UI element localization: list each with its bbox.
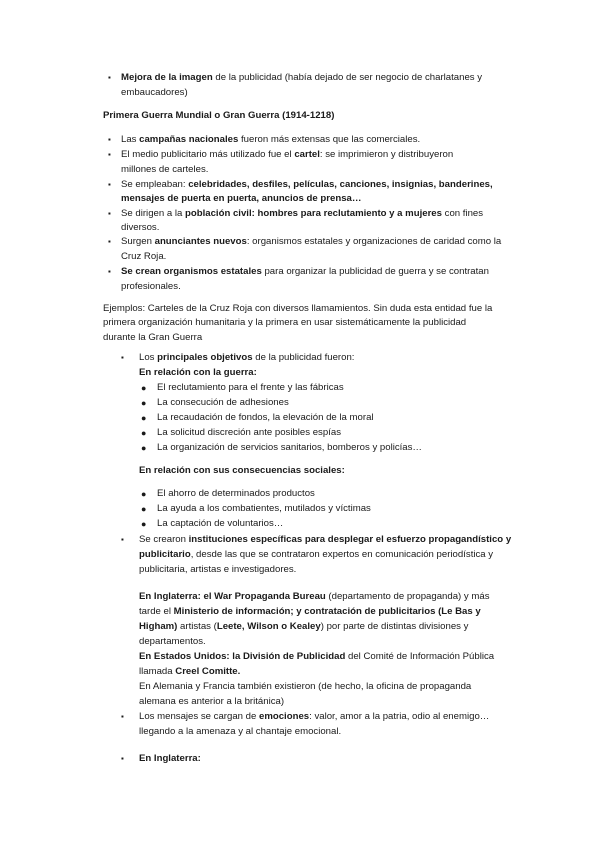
text-line [139, 635, 206, 649]
text-run: La consecución de adhesiones [157, 397, 289, 408]
text-run: Se crearon [139, 534, 189, 545]
text-run: del Comité de Información Pública [345, 651, 495, 662]
text-run: Se dirigen a la [121, 208, 185, 219]
square-bullet: ▪ [121, 712, 124, 721]
text-line [121, 250, 166, 264]
text-run: de la publicidad fueron: [252, 352, 355, 363]
bold-run: principales objetivos [157, 352, 253, 363]
text-line [139, 680, 471, 694]
bold-run: campañas nacionales [139, 134, 239, 145]
text-line [121, 163, 208, 177]
list-item [157, 396, 289, 410]
bold-run: Primera Guerra Mundial o Gran Guerra (1914-1218) [103, 110, 335, 121]
round-bullet: ● [141, 383, 147, 393]
square-bullet: ▪ [108, 209, 111, 218]
text-run: alemana es anterior a la británica) [139, 696, 285, 707]
text-line [139, 590, 490, 604]
text-run: millones de carteles. [121, 164, 209, 175]
text-line [121, 192, 361, 206]
text-run: diversos. [121, 222, 160, 233]
square-bullet: ▪ [121, 535, 124, 544]
round-bullet: ● [141, 443, 147, 453]
text-run: Cruz Roja. [121, 251, 167, 262]
text-run: tarde el [139, 606, 174, 617]
round-bullet: ● [141, 489, 147, 499]
bold-run: anunciantes nuevos [154, 236, 247, 247]
text-line [121, 265, 489, 279]
text-run: : valor, amor a la patria, odio al enemigo… [309, 711, 490, 722]
text-run: El ahorro de determinados productos [157, 488, 315, 499]
text-run: Los [139, 352, 158, 363]
text-line [121, 133, 420, 147]
text-run: con fines [441, 208, 484, 219]
text-line [121, 178, 493, 192]
list-item [157, 441, 422, 455]
text-run: La organización de servicios sanitarios, bomberos y policías… [157, 442, 423, 453]
text-line [139, 695, 284, 709]
text-run: : organismos estatales y organizaciones de caridad como la [246, 236, 502, 247]
text-run: Se empleaban: [121, 179, 189, 190]
text-run: El reclutamiento para el frente y las fábricas [157, 382, 344, 393]
text-line [121, 221, 159, 235]
bold-run: Se crean organismos estatales [121, 266, 262, 277]
square-bullet: ▪ [108, 237, 111, 246]
bold-run: Creel Comitte. [175, 666, 241, 677]
square-bullet: ▪ [108, 267, 111, 276]
text-run: llamada [139, 666, 176, 677]
bold-run: En relación con sus consecuencias sociales: [139, 465, 345, 476]
paragraph-line [103, 331, 202, 345]
round-bullet: ● [141, 398, 147, 408]
list-item [157, 502, 371, 516]
text-run: La solicitud discreción ante posibles espías [157, 427, 341, 438]
text-run: Ejemplos: Carteles de la Cruz Roja con diversos llamamientos. Sin duda esta entidad fue la [103, 303, 493, 314]
text-run: publicitaria, artistas e investigadores. [139, 564, 297, 575]
text-run: para organizar la publicidad de guerra y se contratan [261, 266, 489, 277]
bold-run: En Inglaterra: [139, 753, 201, 764]
subheading [139, 464, 345, 478]
text-run: de la publicidad (había dejado de ser negocio de charlatanes y [212, 72, 483, 83]
text-line [139, 665, 240, 679]
text-run: llegando a la amenaza y al chantaje emocional. [139, 726, 342, 737]
text-run: Las [121, 134, 140, 145]
bold-run: emociones [259, 711, 310, 722]
section-heading [103, 109, 334, 123]
text-run: primera organización humanitaria y la primera en usar sistemáticamente la publicidad [103, 317, 467, 328]
bold-run: celebridades, desfiles, películas, canciones, insignias, banderines, [188, 179, 493, 190]
text-line [139, 533, 511, 547]
bold-run: instituciones específicas para desplegar el esfuerzo propagandístico y [188, 534, 512, 545]
paragraph-line [103, 302, 492, 316]
text-line [121, 86, 188, 100]
text-line [121, 235, 501, 249]
text-run: El medio publicitario más utilizado fue el [121, 149, 295, 160]
text-run: En Alemania y Francia también existieron (de hecho, la oficina de propaganda [139, 681, 472, 692]
text-line [139, 548, 493, 562]
text-run: artistas ( [177, 621, 217, 632]
square-bullet: ▪ [108, 180, 111, 189]
bold-run: Mejora de la imagen [121, 72, 213, 83]
text-run: , desde las que se contrataron expertos en comunicación periodística y [190, 549, 494, 560]
text-line [121, 280, 181, 294]
round-bullet: ● [141, 413, 147, 423]
text-line [139, 725, 341, 739]
square-bullet: ▪ [121, 754, 124, 763]
text-run: fueron más extensas que las comerciales. [238, 134, 421, 145]
bold-run: Higham) [139, 621, 178, 632]
text-line [139, 710, 489, 724]
text-run: (departamento de propaganda) y más [325, 591, 490, 602]
text-line [139, 605, 481, 619]
square-bullet: ▪ [108, 135, 111, 144]
square-bullet: ▪ [121, 353, 124, 362]
text-run: La recaudación de fondos, la elevación de la moral [157, 412, 374, 423]
text-run: profesionales. [121, 281, 181, 292]
text-run: durante la Gran Guerra [103, 332, 203, 343]
text-line [139, 620, 468, 634]
text-line [139, 650, 494, 664]
text-run: Surgen [121, 236, 155, 247]
bold-run: En relación con la guerra: [139, 367, 257, 378]
text-line [139, 563, 296, 577]
bold-run: cartel [294, 149, 320, 160]
text-line [121, 148, 453, 162]
bold-run: población civil: hombres para reclutamiento y a mujeres [185, 208, 442, 219]
bold-run: En Inglaterra: el War Propaganda Bureau [139, 591, 326, 602]
subheading [139, 366, 257, 380]
list-item [157, 426, 341, 440]
list-item [157, 411, 374, 425]
text-run: Los mensajes se cargan de [139, 711, 259, 722]
round-bullet: ● [141, 428, 147, 438]
bold-run: mensajes de puerta en puerta, anuncios de prensa… [121, 193, 362, 204]
text-line [139, 351, 354, 365]
text-line [121, 71, 482, 85]
text-run: La ayuda a los combatientes, mutilados y víctimas [157, 503, 371, 514]
bold-run: Leete, Wilson o Kealey [216, 621, 321, 632]
text-run: departamentos. [139, 636, 206, 647]
text-run: embaucadores) [121, 87, 188, 98]
round-bullet: ● [141, 504, 147, 514]
list-item [157, 517, 283, 531]
square-bullet: ▪ [108, 150, 111, 159]
text-run: : se imprimieron y distribuyeron [319, 149, 454, 160]
paragraph-line [103, 316, 466, 330]
bold-run: En Estados Unidos: la División de Publicidad [139, 651, 346, 662]
list-item [157, 487, 315, 501]
bold-run: publicitario [139, 549, 191, 560]
square-bullet: ▪ [108, 73, 111, 82]
round-bullet: ● [141, 519, 147, 529]
text-run: La captación de voluntarios… [157, 518, 284, 529]
bold-run: Ministerio de información; y contratación de publicitarios (Le Bas y [173, 606, 481, 617]
text-line [139, 752, 201, 766]
list-item [157, 381, 344, 395]
text-line [121, 207, 483, 221]
text-run: ) por parte de distintas divisiones y [320, 621, 469, 632]
